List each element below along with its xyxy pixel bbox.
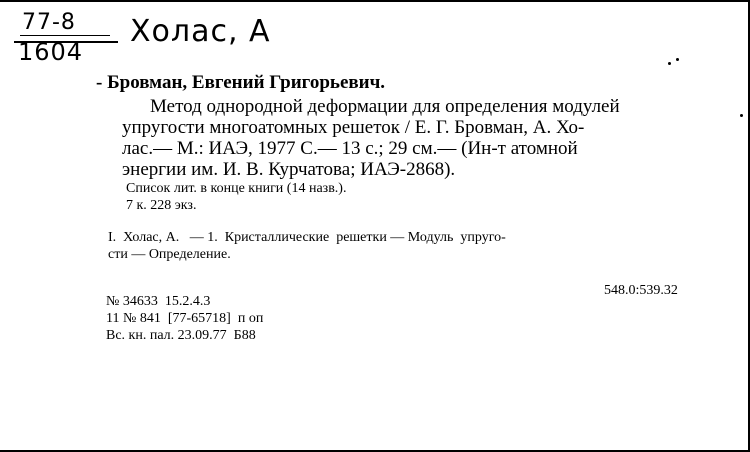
- production-line: Вс. кн. пал. 23.09.77 Б88: [106, 328, 256, 343]
- tracing-line: I. Холас, А. — 1. Кристаллические решетки — Модуль упруго-: [108, 230, 506, 245]
- production-info: [106, 293, 263, 344]
- handwritten-number: 1604: [18, 38, 84, 66]
- entry-line: упругости многоатомных решеток / Е. Г. Бровман, А. Хо-: [122, 117, 585, 138]
- ink-speck: [740, 114, 743, 117]
- entry-notes: [126, 180, 346, 214]
- handwritten-code: 77-8: [22, 10, 76, 35]
- ink-speck: [668, 62, 671, 65]
- entry-line: Метод однородной деформации для определения модулей: [150, 96, 620, 117]
- production-line: 11 № 841 [77-65718] п оп: [106, 311, 264, 326]
- udc-number: 548.0:539.32: [604, 283, 678, 298]
- production-line: № 34633 15.2.4.3: [106, 294, 211, 309]
- handwritten-underline: [20, 35, 110, 36]
- entry-line: лас.— М.: ИАЭ, 1977 С.— 13 с.; 29 см.— (Ин-т атомной: [122, 138, 578, 159]
- entry-line: энергии им. И. В. Курчатова; ИАЭ-2868).: [122, 159, 456, 180]
- note-line: Список лит. в конце книги (14 назв.).: [126, 181, 347, 196]
- subject-tracing: [108, 229, 700, 263]
- tracing-line: сти — Определение.: [108, 247, 231, 262]
- entry-heading: - Бровман, Евгений Григорьевич.: [96, 72, 386, 93]
- entry-body: [122, 96, 702, 180]
- handwritten-name: Холас, А: [130, 14, 271, 49]
- ink-speck: [676, 58, 679, 61]
- note-line: 7 к. 228 экз.: [126, 198, 197, 213]
